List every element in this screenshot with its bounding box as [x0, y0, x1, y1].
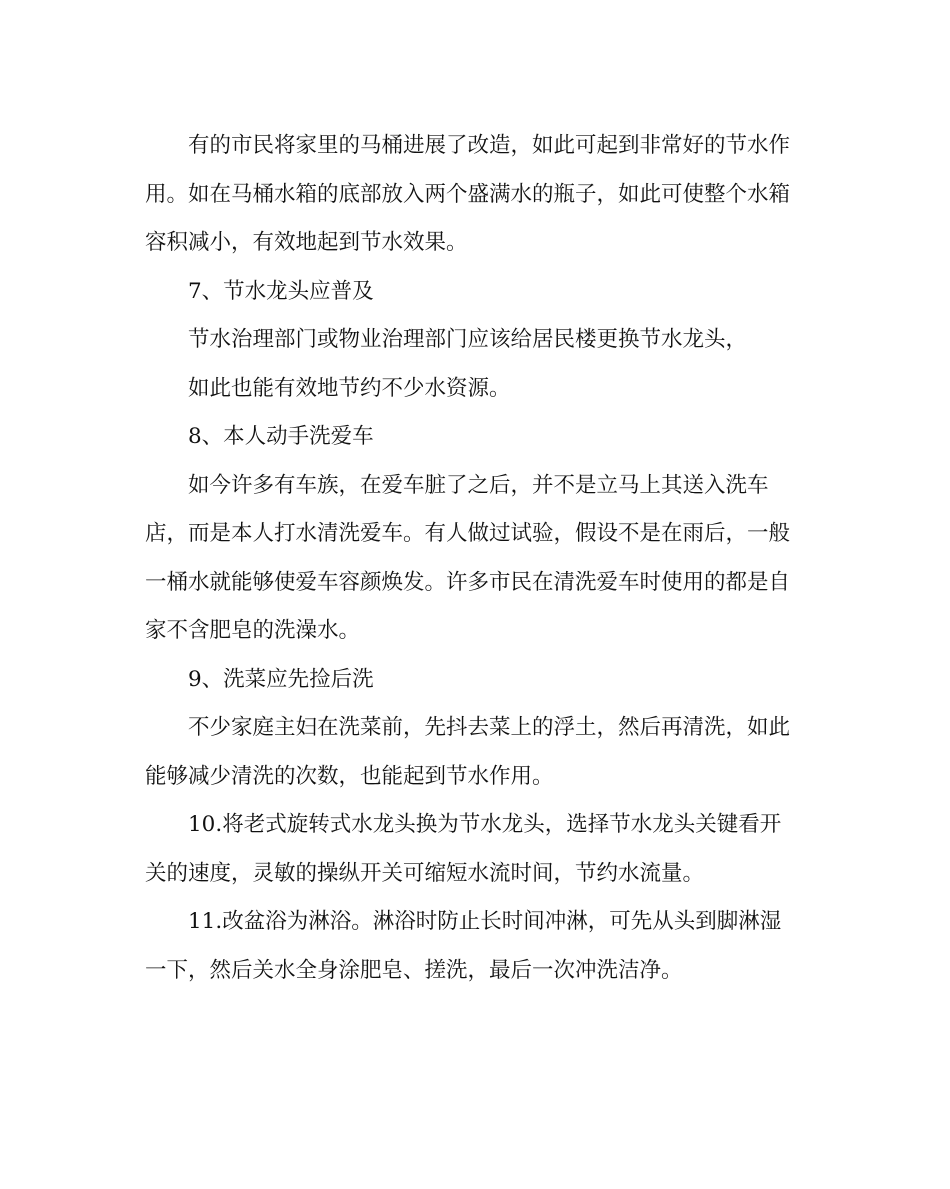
paragraph-faucet-save — [145, 365, 805, 414]
text-line: 如今许多有车族，在爱车脏了之后，并不是立马上其送入洗车 — [188, 472, 769, 498]
paragraph-11-shower — [145, 898, 805, 995]
paragraph-10-faucet-switch — [145, 801, 805, 898]
section-heading: 7、节水龙头应普及 — [188, 278, 374, 304]
paragraph-toilet-retrofit — [145, 122, 805, 268]
text-line: 一下，然后关水全身涂肥皂、搓洗，最后一次冲洗洁净。 — [145, 957, 683, 983]
text-line: 能够减少清洗的次数，也能起到节水作用。 — [145, 763, 554, 789]
text-line: 节水治理部门或物业治理部门应该给居民楼更换节水龙头， — [188, 327, 748, 352]
text-line: 关的速度，灵敏的操纵开关可缩短水流时间，节约水流量。 — [145, 860, 705, 886]
text-line: 11.改盆浴为淋浴。淋浴时防止长时间冲淋，可先从头到脚淋湿 — [188, 909, 782, 934]
paragraph-faucet-replace — [145, 316, 805, 365]
text-line: 用。如在马桶水箱的底部放入两个盛满水的瓶子，如此可使整个水箱 — [145, 181, 791, 207]
paragraph-vegetables — [145, 704, 805, 801]
text-line: 有的市民将家里的马桶进展了改造，如此可起到非常好的节水作 — [188, 133, 791, 158]
text-line: 家不含肥皂的洗澡水。 — [145, 618, 361, 643]
paragraph-car-wash — [145, 462, 805, 656]
heading-7-faucet — [145, 268, 805, 317]
document-body — [145, 122, 805, 995]
section-heading: 8、本人动手洗爱车 — [188, 424, 374, 449]
section-heading: 9、洗菜应先捡后洗 — [188, 666, 374, 692]
text-line: 容积减小，有效地起到节水效果。 — [145, 230, 468, 255]
heading-8-car-wash — [145, 413, 805, 462]
text-line: 一桶水就能够使爱车容颜焕发。许多市民在清洗爱车时使用的都是自 — [145, 569, 791, 595]
text-line: 不少家庭主妇在洗菜前，先抖去菜上的浮土，然后再清洗，如此 — [188, 715, 791, 740]
text-line: 店，而是本人打水清洗爱车。有人做过试验，假设不是在雨后，一般 — [145, 521, 791, 546]
heading-9-vegetables — [145, 656, 805, 705]
text-line: 10.将老式旋转式水龙头换为节水龙头，选择节水龙头关键看开 — [188, 812, 782, 837]
text-line: 如此也能有效地节约不少水资源。 — [188, 375, 511, 401]
